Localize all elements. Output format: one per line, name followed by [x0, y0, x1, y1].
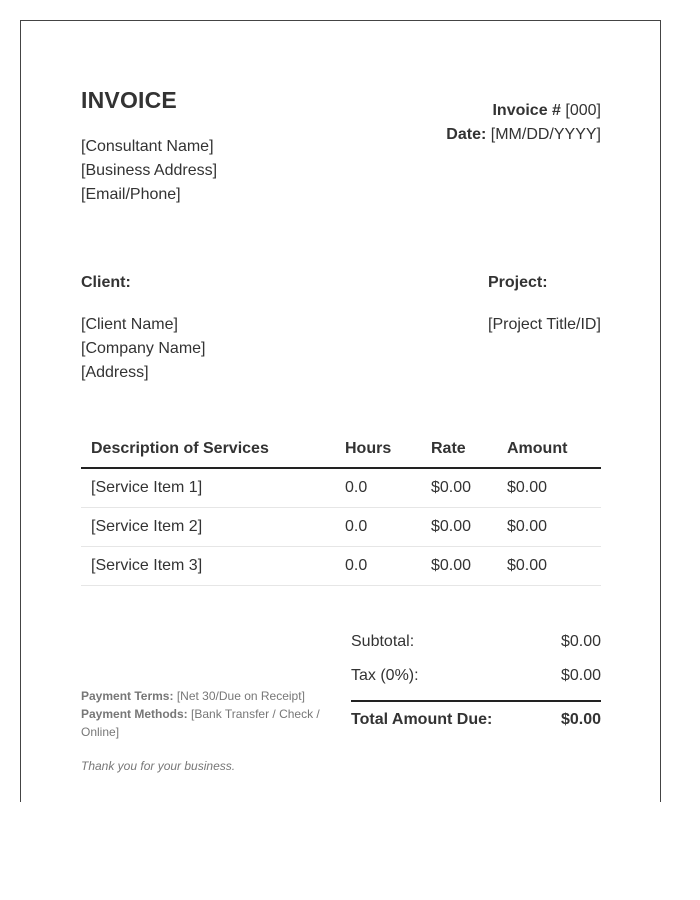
- invoice-title: INVOICE: [81, 87, 177, 113]
- totals-block: [351, 630, 601, 742]
- subtotal-value: $0.00: [560, 633, 601, 650]
- consultant-name: [Consultant Name]: [81, 138, 214, 155]
- service-amount: $0.00: [507, 518, 548, 535]
- consultant-address: [Business Address]: [81, 162, 218, 179]
- table-row: [81, 508, 601, 547]
- client-company: [Company Name]: [81, 340, 206, 357]
- thank-you-note: Thank you for your business.: [81, 759, 236, 773]
- project-label: Project:: [488, 274, 548, 291]
- tax-row: [351, 664, 601, 698]
- subtotal-row: [351, 630, 601, 664]
- total-value: $0.00: [560, 711, 601, 728]
- tax-label: Tax (0%):: [351, 667, 419, 684]
- service-rate: $0.00: [431, 557, 472, 574]
- payment-info: [81, 687, 331, 741]
- client-info: [81, 313, 206, 385]
- payment-terms-label: Payment Terms:: [81, 689, 174, 703]
- table-row: [81, 469, 601, 508]
- client-name: [Client Name]: [81, 316, 178, 333]
- table-row: [81, 547, 601, 586]
- subtotal-label: Subtotal:: [351, 633, 415, 650]
- invoice-date-value: [MM/DD/YYYY]: [490, 126, 601, 143]
- total-row: [351, 702, 601, 742]
- table-header-row: [81, 431, 601, 469]
- invoice-number-line: [446, 99, 601, 123]
- service-amount: $0.00: [507, 557, 548, 574]
- invoice-number-label: Invoice #: [492, 102, 561, 119]
- invoice-sheet: [20, 20, 661, 802]
- service-hours: 0.0: [345, 557, 368, 574]
- invoice-number-value: [000]: [565, 102, 601, 119]
- project-value: [Project Title/ID]: [488, 316, 601, 333]
- invoice-date-line: [446, 123, 601, 147]
- client-label: Client:: [81, 274, 131, 291]
- services-table: [81, 431, 601, 586]
- service-amount: $0.00: [507, 479, 548, 496]
- service-rate: $0.00: [431, 479, 472, 496]
- payment-methods-label: Payment Methods:: [81, 707, 188, 721]
- header-amount: Amount: [507, 440, 568, 457]
- service-description: [Service Item 3]: [91, 557, 203, 574]
- payment-methods-value: [Bank Transfer / Check / Online]: [81, 707, 320, 739]
- service-hours: 0.0: [345, 479, 368, 496]
- service-hours: 0.0: [345, 518, 368, 535]
- invoice-meta: [446, 99, 601, 147]
- consultant-info: [81, 135, 217, 207]
- invoice-date-label: Date:: [446, 126, 487, 143]
- service-description: [Service Item 2]: [91, 518, 203, 535]
- header-description: Description of Services: [91, 440, 269, 457]
- payment-terms-value: [Net 30/Due on Receipt]: [176, 689, 305, 703]
- tax-value: $0.00: [560, 667, 601, 684]
- total-label: Total Amount Due:: [351, 711, 493, 728]
- service-description: [Service Item 1]: [91, 479, 203, 496]
- client-address: [Address]: [81, 364, 149, 381]
- consultant-contact: [Email/Phone]: [81, 186, 181, 203]
- service-rate: $0.00: [431, 518, 472, 535]
- header-rate: Rate: [431, 440, 466, 457]
- header-hours: Hours: [345, 440, 392, 457]
